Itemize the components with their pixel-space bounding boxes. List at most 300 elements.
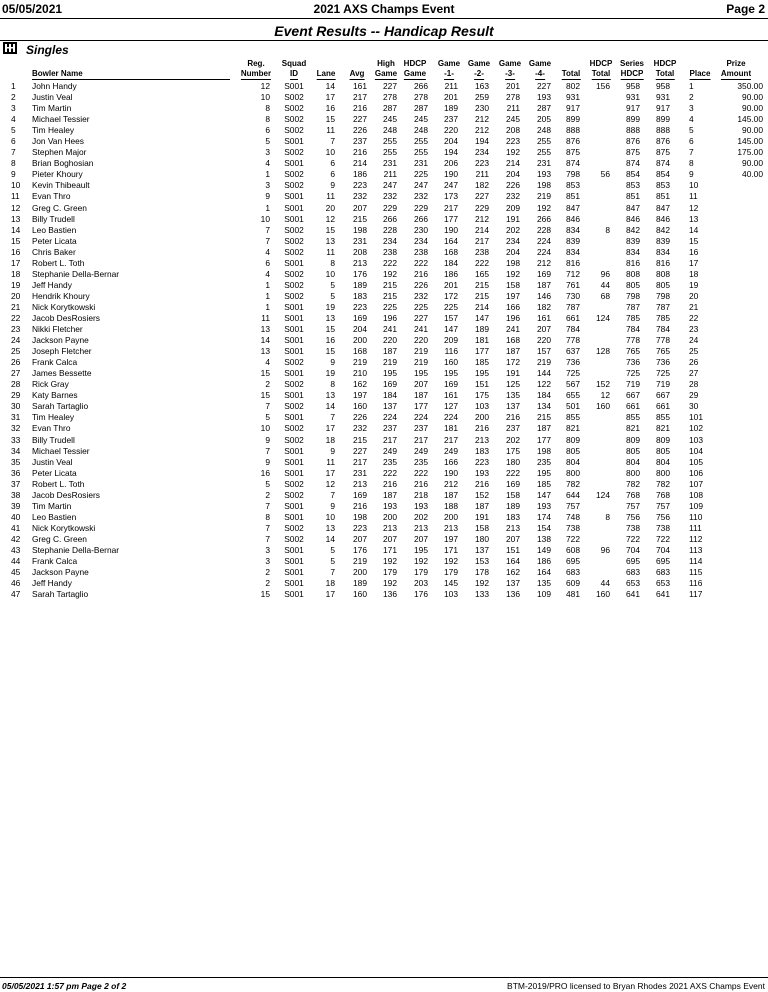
cell-game-1: 200	[444, 511, 458, 522]
cell-avg: 176	[353, 544, 367, 555]
cell-game-3: 191	[506, 368, 520, 379]
cell-avg: 176	[353, 268, 367, 279]
cell-game-1: 249	[444, 445, 458, 456]
cell-hdcp-tot: 756	[656, 511, 670, 522]
cell-total: 567	[566, 379, 580, 390]
cell-game-2: 212	[475, 213, 489, 224]
cell-lane: 7	[330, 136, 335, 147]
cell-row-number: 14	[11, 224, 21, 235]
cell-squad-id: S002	[284, 235, 304, 246]
cell-bowler-name: Sarah Tartaglio	[32, 589, 89, 600]
cell-total: 816	[566, 257, 580, 268]
cell-avg: 207	[353, 533, 367, 544]
cell-series-hdcp: 800	[626, 467, 640, 478]
cell-series-hdcp: 798	[626, 290, 640, 301]
cell-hdcp-tot: 719	[656, 379, 670, 390]
table-row	[0, 280, 768, 291]
col-hdcp-tot: Total	[655, 69, 675, 78]
cell-row-number: 20	[11, 290, 21, 301]
col-series-hdcp: HDCP	[620, 69, 644, 78]
cell-avg: 183	[353, 290, 367, 301]
cell-total: 683	[566, 567, 580, 578]
cell-hdcp-total: 8	[605, 511, 610, 522]
cell-high-game: 222	[383, 257, 397, 268]
cell-place: 17	[689, 257, 699, 268]
cell-series-hdcp: 846	[626, 213, 640, 224]
cell-game-4: 161	[537, 312, 551, 323]
cell-high-game: 195	[383, 368, 397, 379]
cell-game-3: 204	[506, 246, 520, 257]
cell-reg-number: 6	[265, 125, 270, 136]
cell-total: 899	[566, 114, 580, 125]
table-row	[0, 247, 768, 258]
cell-squad-id: S002	[284, 379, 304, 390]
cell-hdcp-tot: 846	[656, 213, 670, 224]
cell-hdcp-game: 219	[414, 357, 428, 368]
cell-place: 111	[689, 522, 702, 533]
table-row	[0, 401, 768, 412]
cell-game-4: 174	[537, 511, 551, 522]
cell-avg: 213	[353, 478, 367, 489]
cell-game-1: 195	[444, 368, 458, 379]
cell-game-2: 187	[475, 500, 489, 511]
cell-game-2: 191	[475, 511, 489, 522]
cell-game-4: 157	[537, 346, 551, 357]
cell-lane: 5	[330, 556, 335, 567]
cell-hdcp-game: 287	[414, 103, 428, 114]
cell-game-1: 209	[444, 335, 458, 346]
cell-avg: 227	[353, 445, 367, 456]
cell-prize-amount: 350.00	[737, 81, 763, 91]
cell-hdcp-tot: 804	[656, 456, 670, 467]
cell-row-number: 31	[11, 412, 21, 423]
cell-hdcp-tot: 757	[656, 500, 670, 511]
cell-high-game: 136	[383, 589, 397, 600]
cell-series-hdcp: 695	[626, 556, 640, 567]
cell-game-2: 215	[475, 279, 489, 290]
cell-series-hdcp: 875	[626, 147, 640, 158]
cell-game-2: 217	[475, 235, 489, 246]
cell-avg: 161	[353, 81, 367, 91]
cell-avg: 160	[353, 589, 367, 600]
cell-game-1: 177	[444, 213, 458, 224]
cell-hdcp-tot: 765	[656, 346, 670, 357]
cell-hdcp-tot: 821	[656, 423, 670, 434]
cell-hdcp-game: 225	[414, 169, 428, 180]
cell-total: 782	[566, 478, 580, 489]
cell-bowler-name: Billy Trudell	[32, 434, 75, 445]
cell-game-4: 192	[537, 202, 551, 213]
cell-game-1: 237	[444, 114, 458, 125]
cell-game-4: 186	[537, 556, 551, 567]
cell-game-1: 217	[444, 202, 458, 213]
cell-hdcp-game: 248	[414, 125, 428, 136]
cell-game-2: 193	[475, 467, 489, 478]
cell-hdcp-tot: 722	[656, 533, 670, 544]
table-row	[0, 379, 768, 390]
cell-high-game: 215	[383, 290, 397, 301]
cell-game-4: 235	[537, 456, 551, 467]
cell-reg-number: 7	[265, 445, 270, 456]
cell-place: 16	[689, 246, 699, 257]
cell-lane: 18	[325, 434, 335, 445]
cell-hdcp-game: 225	[414, 301, 428, 312]
cell-game-3: 166	[506, 301, 520, 312]
cell-game-1: 169	[444, 379, 458, 390]
cell-high-game: 222	[383, 467, 397, 478]
cell-hdcp-total: 96	[600, 544, 610, 555]
cell-hdcp-game: 216	[414, 268, 428, 279]
cell-series-hdcp: 805	[626, 445, 640, 456]
cell-total: 846	[566, 213, 580, 224]
cell-high-game: 255	[383, 136, 397, 147]
cell-squad-id: S001	[284, 445, 304, 456]
cell-squad-id: S001	[284, 202, 304, 213]
cell-total: 757	[566, 500, 580, 511]
cell-row-number: 28	[11, 379, 21, 390]
cell-reg-number: 5	[265, 412, 270, 423]
cell-game-2: 192	[475, 578, 489, 589]
cell-series-hdcp: 899	[626, 114, 640, 125]
cell-squad-id: S001	[284, 213, 304, 224]
cell-place: 26	[689, 357, 699, 368]
cell-avg: 169	[353, 489, 367, 500]
cell-avg: 226	[353, 125, 367, 136]
cell-game-4: 187	[537, 423, 551, 434]
cell-total: 787	[566, 301, 580, 312]
cell-high-game: 238	[383, 246, 397, 257]
cell-game-4: 193	[537, 92, 551, 103]
cell-row-number: 44	[11, 556, 21, 567]
col-prize-top: Prize	[726, 59, 746, 68]
cell-game-2: 222	[475, 257, 489, 268]
cell-reg-number: 9	[265, 456, 270, 467]
cell-place: 22	[689, 312, 699, 323]
cell-row-number: 4	[11, 114, 16, 125]
cell-bowler-name: Billy Trudell	[32, 213, 75, 224]
cell-game-1: 194	[444, 147, 458, 158]
cell-hdcp-tot: 725	[656, 368, 670, 379]
cell-hdcp-game: 235	[414, 456, 428, 467]
cell-squad-id: S002	[284, 103, 304, 114]
cell-row-number: 42	[11, 533, 21, 544]
cell-game-2: 230	[475, 103, 489, 114]
cell-avg: 160	[353, 401, 367, 412]
cell-place: 106	[689, 467, 703, 478]
cell-game-2: 229	[475, 202, 489, 213]
cell-squad-id: S001	[284, 544, 304, 555]
cell-hdcp-game: 227	[414, 312, 428, 323]
cell-game-3: 172	[506, 357, 520, 368]
cell-place: 101	[689, 412, 703, 423]
cell-reg-number: 7	[265, 235, 270, 246]
cell-hdcp-game: 266	[414, 213, 428, 224]
cell-total: 874	[566, 158, 580, 169]
cell-squad-id: S002	[284, 423, 304, 434]
cell-squad-id: S001	[284, 158, 304, 169]
cell-game-2: 194	[475, 136, 489, 147]
cell-series-hdcp: 855	[626, 412, 640, 423]
cell-game-4: 248	[537, 125, 551, 136]
cell-game-3: 180	[506, 456, 520, 467]
cell-game-1: 217	[444, 434, 458, 445]
cell-game-1: 171	[444, 544, 458, 555]
cell-squad-id: S001	[284, 412, 304, 423]
cell-game-4: 228	[537, 224, 551, 235]
cell-game-1: 212	[444, 478, 458, 489]
cell-game-2: 189	[475, 324, 489, 335]
col-game3: -3-	[505, 69, 515, 78]
table-row	[0, 446, 768, 457]
cell-game-1: 172	[444, 290, 458, 301]
cell-squad-id: S001	[284, 324, 304, 335]
cell-row-number: 32	[11, 423, 21, 434]
cell-squad-id: S002	[284, 92, 304, 103]
cell-game-4: 146	[537, 290, 551, 301]
cell-reg-number: 1	[265, 202, 270, 213]
cell-game-2: 212	[475, 114, 489, 125]
cell-squad-id: S001	[284, 567, 304, 578]
footer-timestamp: 05/05/2021 1:57 pm Page 2 of 2	[2, 981, 127, 991]
cell-avg: 214	[353, 158, 367, 169]
cell-series-hdcp: 756	[626, 511, 640, 522]
cell-series-hdcp: 683	[626, 567, 640, 578]
table-row	[0, 545, 768, 556]
col-total: Total	[561, 69, 581, 78]
cell-total: 644	[566, 489, 580, 500]
cell-hdcp-game: 217	[414, 434, 428, 445]
cell-row-number: 38	[11, 489, 21, 500]
cell-hdcp-game: 207	[414, 533, 428, 544]
cell-row-number: 43	[11, 544, 21, 555]
cell-series-hdcp: 931	[626, 92, 640, 103]
cell-hdcp-tot: 855	[656, 412, 670, 423]
cell-place: 18	[689, 268, 699, 279]
cell-total: 821	[566, 423, 580, 434]
cell-row-number: 24	[11, 335, 21, 346]
cell-place: 102	[689, 423, 703, 434]
cell-hdcp-total: 124	[596, 489, 610, 500]
cell-hdcp-tot: 782	[656, 478, 670, 489]
col-game1-top: Game	[437, 59, 461, 68]
table-row	[0, 147, 768, 158]
cell-high-game: 196	[383, 312, 397, 323]
cell-game-4: 215	[537, 412, 551, 423]
cell-row-number: 23	[11, 324, 21, 335]
cell-game-4: 149	[537, 544, 551, 555]
cell-game-4: 219	[537, 191, 551, 202]
cell-game-2: 234	[475, 147, 489, 158]
cell-row-number: 41	[11, 522, 21, 533]
cell-total: 784	[566, 324, 580, 335]
cell-avg: 213	[353, 257, 367, 268]
cell-bowler-name: Stephen Major	[32, 147, 87, 158]
cell-total: 804	[566, 456, 580, 467]
cell-game-2: 211	[475, 169, 489, 180]
cell-game-3: 136	[506, 589, 520, 600]
cell-high-game: 213	[383, 522, 397, 533]
cell-game-3: 202	[506, 434, 520, 445]
cell-hdcp-game: 177	[414, 401, 428, 412]
cell-hdcp-tot: 641	[656, 589, 670, 600]
cell-lane: 10	[325, 511, 335, 522]
cell-game-2: 151	[475, 379, 489, 390]
cell-series-hdcp: 768	[626, 489, 640, 500]
cell-game-4: 227	[537, 81, 551, 91]
cell-hdcp-tot: 785	[656, 312, 670, 323]
cell-game-3: 204	[506, 169, 520, 180]
cell-place: 3	[689, 103, 694, 114]
cell-game-1: 190	[444, 224, 458, 235]
cell-high-game: 187	[383, 346, 397, 357]
cell-hdcp-game: 179	[414, 567, 428, 578]
cell-squad-id: S002	[284, 290, 304, 301]
cell-total: 809	[566, 434, 580, 445]
cell-high-game: 219	[383, 357, 397, 368]
cell-squad-id: S001	[284, 368, 304, 379]
cell-game-4: 135	[537, 578, 551, 589]
cell-avg: 169	[353, 312, 367, 323]
cell-game-1: 161	[444, 390, 458, 401]
cell-lane: 10	[325, 268, 335, 279]
cell-reg-number: 13	[260, 324, 270, 335]
cell-row-number: 45	[11, 567, 21, 578]
cell-total: 834	[566, 246, 580, 257]
col-squad-id: ID	[290, 69, 298, 78]
cell-reg-number: 15	[260, 368, 270, 379]
cell-total: 875	[566, 147, 580, 158]
cell-game-1: 247	[444, 180, 458, 191]
cell-series-hdcp: 816	[626, 257, 640, 268]
cell-squad-id: S002	[284, 246, 304, 257]
cell-place: 112	[689, 533, 703, 544]
cell-prize-amount: 90.00	[742, 92, 763, 103]
cell-game-1: 179	[444, 567, 458, 578]
table-row	[0, 324, 768, 335]
cell-reg-number: 15	[260, 589, 270, 600]
col-game2: -2-	[474, 69, 484, 78]
col-hdcp-total-top: HDCP	[589, 59, 613, 68]
cell-game-4: 255	[537, 136, 551, 147]
cell-series-hdcp: 765	[626, 346, 640, 357]
cell-bowler-name: Rick Gray	[32, 379, 69, 390]
cell-total: 853	[566, 180, 580, 191]
cell-hdcp-tot: 876	[656, 136, 670, 147]
cell-hdcp-game: 219	[414, 346, 428, 357]
cell-bowler-name: Evan Thro	[32, 423, 71, 434]
cell-game-3: 175	[506, 445, 520, 456]
cell-place: 117	[689, 589, 703, 600]
title-divider	[0, 40, 768, 41]
cell-reg-number: 8	[265, 114, 270, 125]
cell-hdcp-game: 224	[414, 412, 428, 423]
cell-place: 27	[689, 368, 699, 379]
col-reg-top: Reg.	[247, 59, 265, 68]
cell-reg-number: 4	[265, 158, 270, 169]
col-prize-amount: Amount	[720, 69, 752, 78]
cell-place: 20	[689, 290, 699, 301]
cell-hdcp-game: 218	[414, 489, 428, 500]
cell-hdcp-game: 231	[414, 158, 428, 169]
cell-row-number: 34	[11, 445, 21, 456]
cell-game-4: 198	[537, 180, 551, 191]
cell-hdcp-tot: 661	[656, 401, 670, 412]
cell-high-game: 228	[383, 224, 397, 235]
cell-avg: 216	[353, 500, 367, 511]
cell-squad-id: S001	[284, 456, 304, 467]
cell-game-2: 213	[475, 434, 489, 445]
cell-avg: 237	[353, 136, 367, 147]
cell-bowler-name: Nick Korytkowski	[32, 522, 96, 533]
cell-bowler-name: Greg C. Green	[32, 533, 87, 544]
cell-high-game: 248	[383, 125, 397, 136]
cell-game-3: 245	[506, 114, 520, 125]
cell-squad-id: S001	[284, 136, 304, 147]
table-row	[0, 357, 768, 368]
cell-row-number: 1	[11, 81, 16, 91]
cell-reg-number: 11	[261, 312, 270, 323]
cell-game-1: 206	[444, 158, 458, 169]
cell-hdcp-total: 68	[600, 290, 610, 301]
cell-lane: 13	[325, 390, 335, 401]
cell-game-2: 183	[475, 445, 489, 456]
cell-game-3: 196	[506, 312, 520, 323]
cell-total: 736	[566, 357, 580, 368]
cell-game-3: 201	[506, 81, 520, 91]
table-row	[0, 92, 768, 103]
table-row	[0, 423, 768, 434]
cell-high-game: 192	[383, 578, 397, 589]
cell-row-number: 6	[11, 136, 16, 147]
cell-hdcp-game: 255	[414, 147, 428, 158]
table-row	[0, 346, 768, 357]
cell-bowler-name: Jon Van Hees	[32, 136, 84, 147]
cell-avg: 215	[353, 434, 367, 445]
table-row	[0, 368, 768, 379]
cell-place: 29	[689, 390, 699, 401]
cell-series-hdcp: 834	[626, 246, 640, 257]
cell-game-3: 187	[506, 346, 520, 357]
cell-hdcp-game: 229	[414, 202, 428, 213]
table-row	[0, 291, 768, 302]
cell-high-game: 235	[383, 456, 397, 467]
cell-game-4: 164	[537, 567, 551, 578]
cell-hdcp-total: 96	[600, 268, 610, 279]
cell-avg: 197	[353, 390, 367, 401]
cell-bowler-name: Robert L. Toth	[32, 478, 85, 489]
cell-total: 661	[566, 312, 580, 323]
cell-row-number: 30	[11, 401, 21, 412]
cell-row-number: 10	[11, 180, 21, 191]
cell-avg: 232	[353, 191, 367, 202]
cell-game-2: 163	[475, 81, 489, 91]
col-lane: Lane	[316, 69, 336, 78]
cell-game-1: 103	[444, 589, 458, 600]
cell-hdcp-total: 12	[600, 390, 610, 401]
cell-game-2: 133	[475, 589, 489, 600]
cell-hdcp-game: 192	[414, 556, 428, 567]
cell-series-hdcp: 785	[626, 312, 640, 323]
cell-lane: 13	[325, 312, 335, 323]
cell-hdcp-total: 128	[596, 346, 610, 357]
cell-lane: 15	[325, 324, 335, 335]
cell-game-4: 207	[537, 324, 551, 335]
cell-game-4: 205	[537, 114, 551, 125]
cell-lane: 17	[325, 92, 335, 103]
col-bowler-name: Bowler Name	[32, 69, 230, 80]
cell-prize-amount: 145.00	[737, 114, 763, 125]
table-row	[0, 412, 768, 423]
